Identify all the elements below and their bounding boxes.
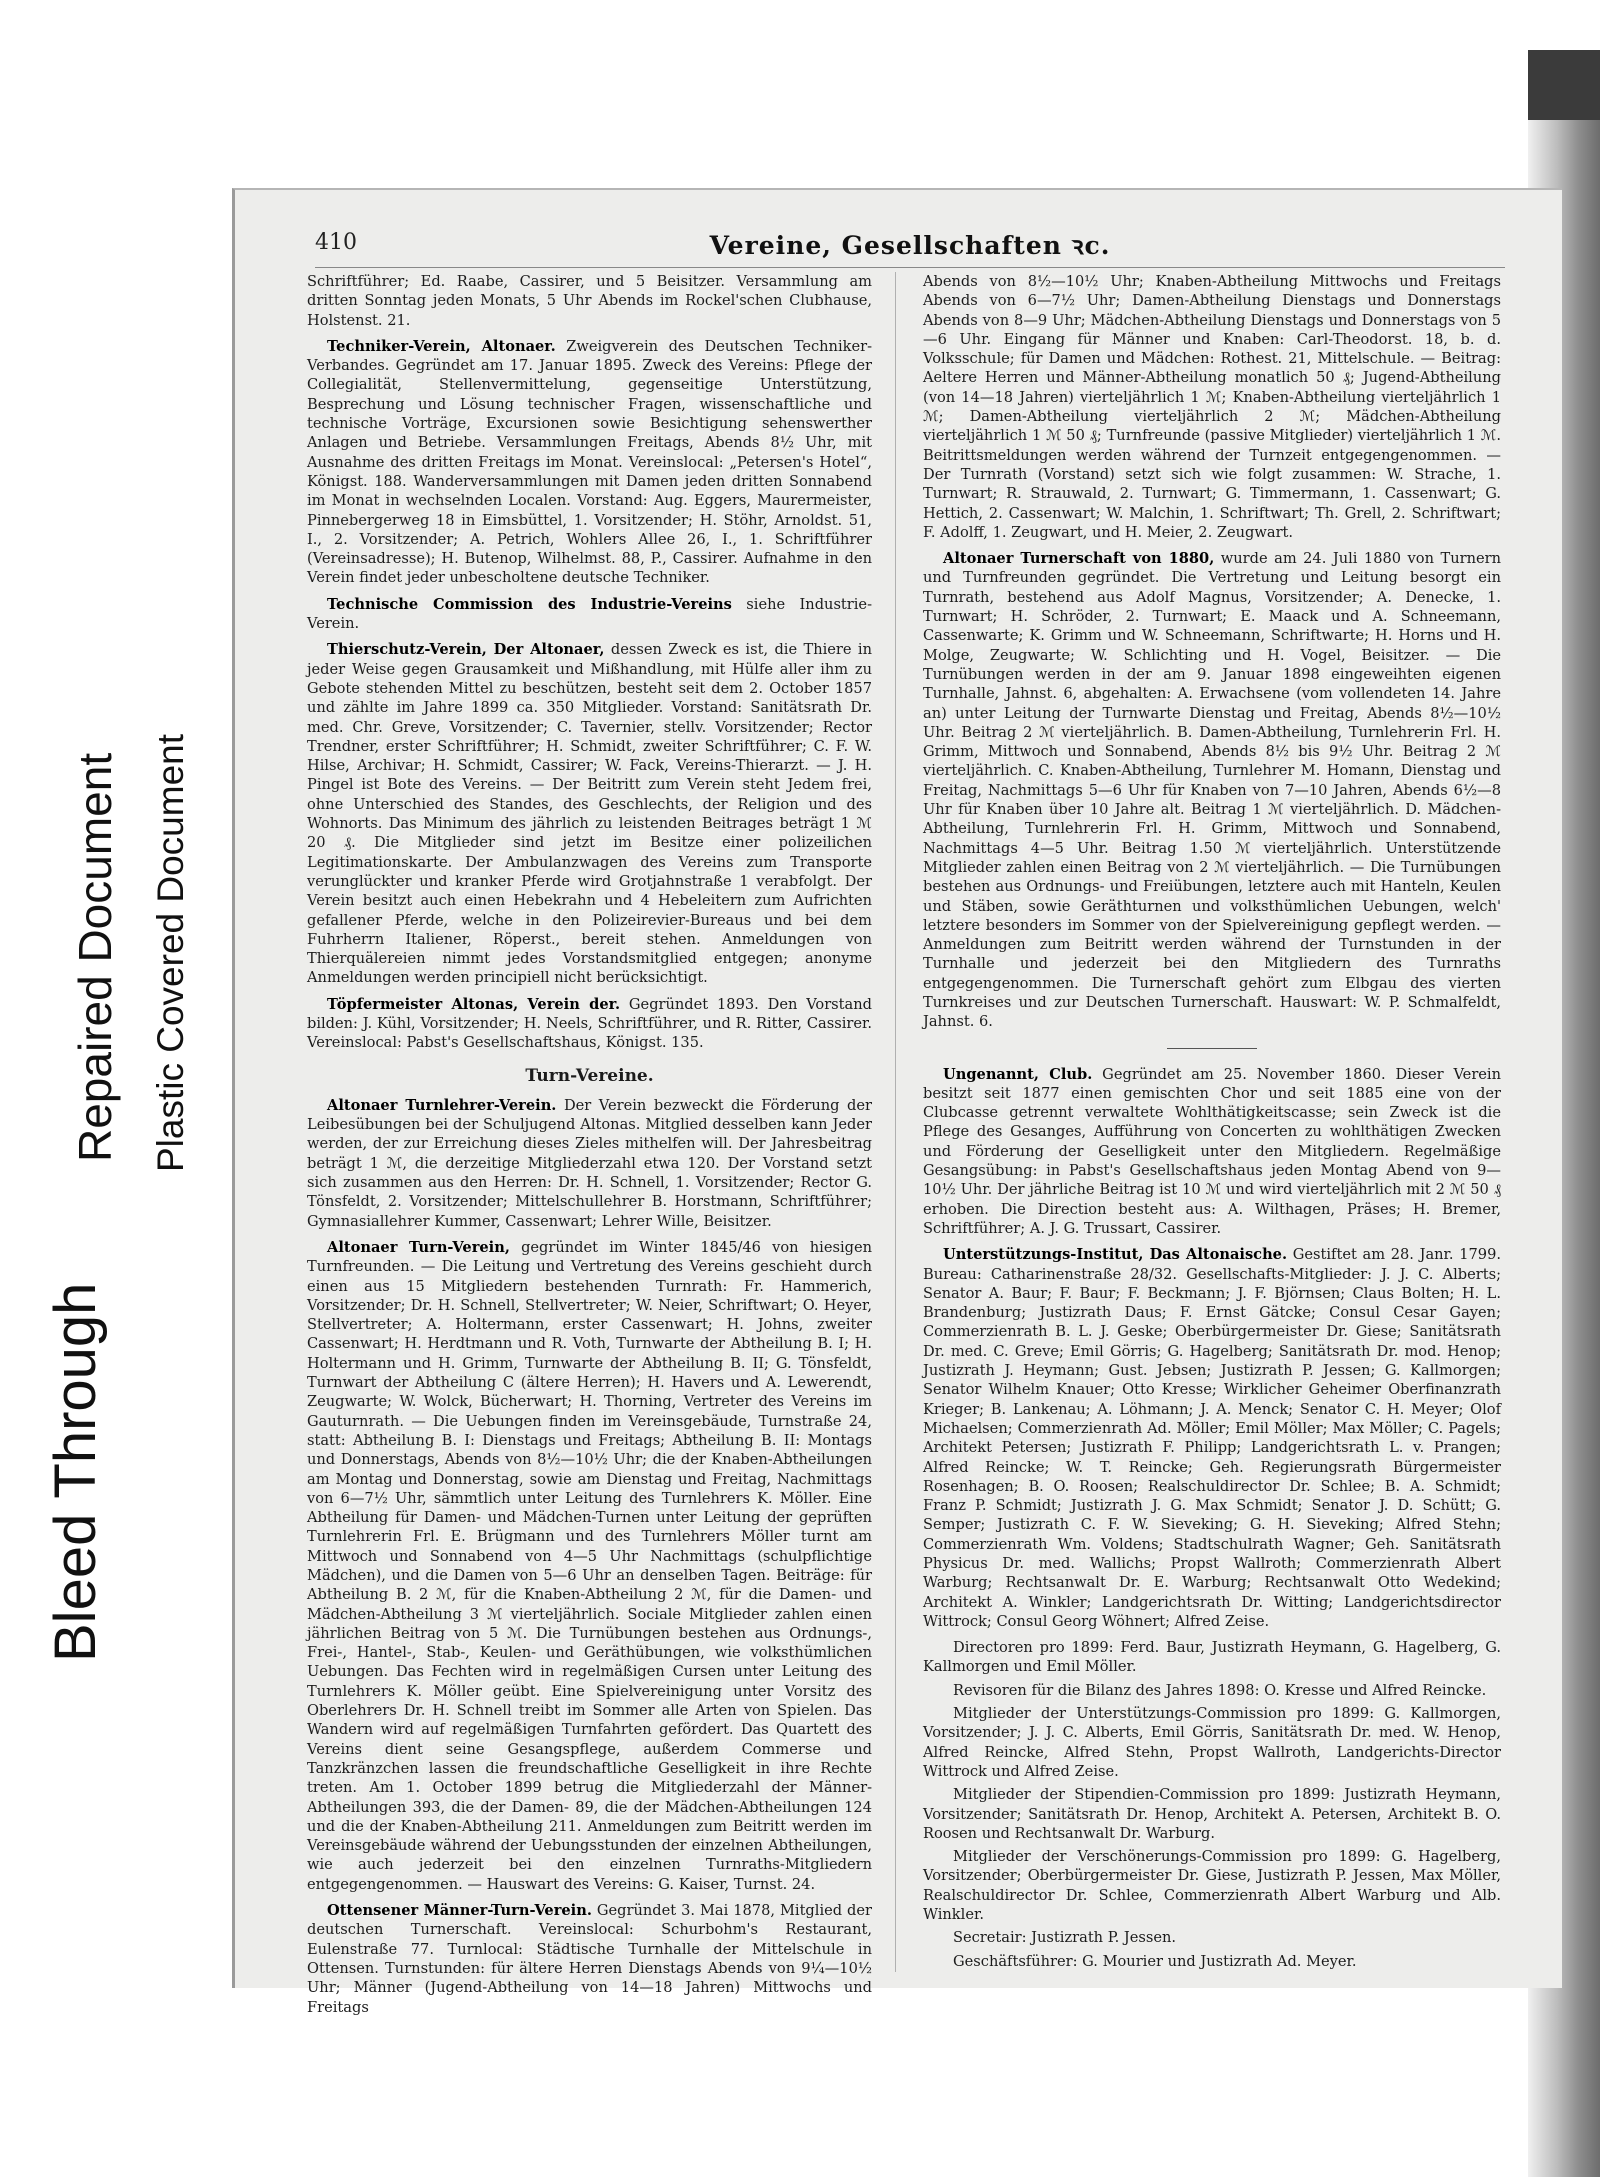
entry-toepfermeister: Töpfermeister Altonas, Verein der. Gegründet 1893. Den Vorstand bilden: J. Kühl, Vorsitzender; H. Neels, Schriftführer, und R. Ritter, Cassirer. Vereinslocal: Pabst's Gesellschaftshaus, Königst. 135. — [307, 995, 872, 1052]
entry-altonaer-turn-verein: Altonaer Turn-Verein, gegründet im Winter 1845/46 von hiesigen Turnfreunden. — Die Leitung und Vertretung des Vereins geschieht durch einen aus 15 Mitgliedern bestehenden Turnrath: Fr. Hammerich, Vorsitzender; Dr. H. Schnell, Stellvertreter; W. Neier, Schriftwart; O. Heyer, Stellvertreter; A. Holtermann, erster Cassenwart; H. Johns, zweiter Cassenwart; H. Herdtmann und R. Voth, Turnwarte der Abtheilung B. I; H. Holtermann und H. Grimm, Turnwarte der Abtheilung B. II; G. Tönsfeldt, Turnwart der Abtheilung C (ältere Herren); H. Havers und A. Lewerendt, Zeugwarte; W. Wolck, Bücherwart; H. Thorning, Vertreter des Vereins im Gauturnrath. — Die Uebungen finden im Vereinsgebäude, Turnstraße 24, statt: Abtheilung B. I: Dienstags und Freitags; Abtheilung B. II: Montags und Donnerstags, Abends von 8½—10½ Uhr; die der Knaben-Abtheilungen am Montag und Donnerstag, sowie am Dienstag und Freitag, Nachmittags von 6—7½ Uhr, sämmtlich unter Leitung des Turnlehrers K. Möller. Eine Abtheilung für Damen- und Mädchen-Turnen unter Leitung der geprüften Turnlehrerin Frl. E. Brügmann und des Turnlehrers Möller turnt am Mittwoch und Sonnabend von 4—5 Uhr Nachmittags (schulpflichtige Mädchen), und die Damen von 5—6 Uhr an denselben Tagen. Beiträge: für Abtheilung B. 2 ℳ, für die Knaben-Abtheilung 2 ℳ, für die Damen- und Mädchen-Abtheilung 3 ℳ vierteljährlich. Sociale Mitglieder zahlen einen jährlichen Beitrag von 5 ℳ. Die Turnübungen bestehen aus Ordnungs-, Frei-, Hantel-, Stab-, Keulen- und Geräthübungen, wie volksthümlichen Uebungen. Das Fechten wird in regelmäßigen Cursen unter Leitung des Turnlehrers K. Möller geübt. Eine Spielvereinigung unter Vorsitz des Oberlehrers Dr. H. Schnell treibt im Sommer alle Arten von Spielen. Das Wandern wird auf regelmäßigen Turnfahrten gefördert. Das Quartett des Vereins dient seine Gesangspflege, außerdem Commerse und Tanzkränzchen lassen die freundschaftliche Geselligkeit in ihre Rechte treten. Am 1. October 1899 betrug die Mitgliederzahl der Männer-Abtheilungen 393, die der Damen- 89, die der Mädchen-Abtheilungen 124 und die der Knaben-Abtheilung 211. Anmeldungen zum Beitritt werden im Vereinsgebäude während der Uebungsstunden der einzelnen Abtheilungen, wie auch jederzeit bei den einzelnen Turnraths-Mitgliedern entgegengenommen. — Hauswart des Vereins: G. Kaiser, Turnst. 24. — [307, 1238, 872, 1893]
entry-title: Techniker-Verein, Altonaer. — [327, 337, 556, 355]
left-column — [307, 272, 872, 2024]
label-bleed-through: Bleed Through — [43, 1282, 108, 1662]
entry-title: Unterstützungs-Institut, Das Altonaische. — [943, 1246, 1288, 1264]
label-plastic-covered-document: Plastic Covered Document — [150, 733, 191, 1172]
secretair: Secretair: Justizrath P. Jessen. — [953, 1929, 1177, 1947]
scan-edge-dark-corner — [1528, 50, 1600, 120]
entry-continuation: Abends von 8½—10½ Uhr; Knaben-Abtheilung Mittwochs und Freitags Abends von 6—7½ Uhr; Damen-Abtheilung Dienstags und Donnerstags Abends von 8—9 Uhr; Mädchen-Abtheilung Dienstags und Donnerstags von 5—6 Uhr. Eingang für Männer und Knaben: Carl-Theodorst. 18, b. d. Volksschule; für Damen und Mädchen: Rothest. 21, Mittelschule. — Beitrag: Aeltere Herren und Männer-Abtheilung monatlich 50 ₰; Jugend-Abtheilung (von 14—18 Jahren) vierteljährlich 1 ℳ; Knaben-Abtheilung vierteljährlich 1 ℳ; Damen-Abtheilung vierteljährlich 2 ℳ; Mädchen-Abtheilung vierteljährlich 1 ℳ 50 ₰; Turnfreunde (passive Mitglieder) vierteljährlich 1 ℳ. Beitrittsmeldungen werden während der Turnzeit entgegengenommen. — Der Turnrath (Vorstand) setzt sich wie folgt zusammen: W. Strache, 1. Turnwart; R. Strauwald, 2. Turnwart; G. Timmermann, 1. Cassenwart; G. Hettich, 2. Cassenwart; W. Malchin, 1. Schriftwart; Th. Grell, 2. Schriftwart; F. Adolff, 1. Zeugwart, und H. Meier, 2. Zeugwart. — [923, 273, 1501, 541]
entry-technische-commission: Technische Commission des Industrie-Vereins siehe Industrie-Verein. — [307, 595, 873, 633]
section-heading-turn-vereine: Turn-Vereine. — [525, 1065, 654, 1086]
separator-rule — [1167, 1048, 1257, 1049]
entry-title: Ungenannt, Club. — [943, 1065, 1093, 1083]
entry-thierschutz-verein: Thierschutz-Verein, Der Altonaer, dessen Zweck es ist, die Thiere in jeder Weise gegen Grausamkeit und Mißhandlung, mit Hülfe aller ihm zu Gebote stehenden Mittel zu beschützen, besteht seit dem 2. October 1857 und zählte im Jahre 1899 ca. 350 Mitglieder. Vorstand: Sanitätsrath Dr. med. Chr. Greve, Vorsitzender; C. Tavernier, stellv. Vorsitzender; Rector Trendner, erster Schriftführer; H. Schmidt, zweiter Schriftführer; C. F. W. Hilse, Archivar; H. Schmidt, Cassirer; W. Fack, Vereins-Thierarzt. — J. H. Pingel ist Bote des Vereins. — Der Beitritt zum Verein steht Jedem frei, ohne Unterschied des Standes, des Geschlechts, der Religion und des Wohnorts. Das Minimum des jährlich zu leistenden Beitrages beträgt 1 ℳ 20 ₰. Die Mitglieder sind jetzt im Besitze einer polizeilichen Legitimationskarte. Der Ambulanzwagen des Vereins zum Transporte verunglückter und kranker Pferde wird Grotjahnstraße 1 verabfolgt. Der Verein besitzt auch einen Hebekrahn und 4 Hebeleitern zum Aufrichten gefallener Pferde, welche in den Polizeirevier-Bureaus und bei dem Fuhrherrn Italiener, Röperst., bereit stehen. Anmeldungen von Thierquälereien nimmt jedes Vorstandsmitglied entgegen; anonyme Anmeldungen werden principiell nicht berücksichtigt. — [307, 641, 872, 987]
entry-title: Ottensener Männer-Turn-Verein. — [327, 1902, 592, 1920]
revisoren: Revisoren für die Bilanz des Jahres 1898: O. Kresse und Alfred Reincke. — [953, 1681, 1487, 1699]
page-header — [315, 230, 1505, 266]
entry-title: Altonaer Turnlehrer-Verein. — [327, 1096, 557, 1114]
entry-unterstuetzungs-institut: Unterstützungs-Institut, Das Altonaische. Gestiftet am 28. Janr. 1799. Bureau: Catharinenstraße 28/32. Gesellschafts-Mitglieder: J. J. C. Alberts; Senator A. Baur; F. Baur; F. Beckmann; J. F. Björnsen; Claus Bolten; H. L. Brandenburg; Justizrath Daus; F. Ernst Gätcke; Consul Cesar Gayen; Commerzienrath B. L. J. Geske; Oberbürgermeister Dr. Giese; Sanitätsrath Dr. med. C. Greve; Emil Görris; G. Hagelberg; Sanitätsrath Dr. mod. Henop; Justizrath J. Heymann; Gust. Jebsen; Justizrath P. Jessen; G. Kallmorgen; Senator Wilhelm Knauer; Otto Kresse; Wirklicher Geheimer Oberfinanzrath Krieger; B. Lankenau; A. Löhmann; J. A. Menck; Senator C. H. Meyer; Olof Michaelsen; Commerzienrath Ad. Möller; Emil Möller; Max Möller; C. Pagels; Architekt Petersen; Justizrath F. Philipp; Landgerichtsrath L. v. Prangen; Alfred Reincke; W. T. Reincke; Geh. Regierungsrath Bürgermeister Rosenhagen; B. O. Roosen; Realschuldirector Dr. Schlee; B. A. Schmidt; Franz P. Schmidt; Justizrath J. G. Max Schmidt; Senator J. D. Schütt; G. Semper; Justizrath C. F. W. Sieveking; G. H. Sieveking; Alfred Stehn; Commerzienrath Wm. Voldens; Stadtschulrath Wagner; Geh. Sanitätsrath Physicus Dr. med. Wallichs; Propst Wallroth; Commerzienrath Albert Warburg; Rechtsanwalt Dr. E. Warburg; Rechtsanwalt Otto Wedekind; Architekt A. Winkler; Landgerichtsrath Dr. Witting; Landgerichtsdirector Wittrock; Consul Georg Wöhnert; Alfred Zeise. — [923, 1246, 1502, 1630]
verschoenerungs-commission: Mitglieder der Verschönerungs-Commission pro 1899: G. Hagelberg, Vorsitzender; Oberbürgermeister Dr. Giese, Justizrath P. Jessen, Max Möller, Realschuldirector Dr. Schlee, Commerzienrath Albert Warburg und Alb. Winkler. — [923, 1848, 1501, 1924]
geschaeftsfuehrer: Geschäftsführer: G. Mourier und Justizrath Ad. Meyer. — [953, 1952, 1357, 1970]
entry-continuation: Schriftführer; Ed. Raabe, Cassirer, und 5 Beisitzer. Versammlung am dritten Sonntag jeden Monats, 5 Uhr Abends im Rockel'schen Clubhause, Holstenst. 21. — [307, 273, 872, 329]
entry-techniker-verein: Techniker-Verein, Altonaer. Zweigverein des Deutschen Techniker-Verbandes. Gegründet am 17. Januar 1895. Zweck des Vereins: Pflege der Collegialität, Stellenvermittelung, gegenseitige Unterstützung, Besprechung und Lösung technischer Fragen, wissenschaftliche und technische Vorträge, Excursionen sowie Besichtigung sehenswerther Anlagen und Betriebe. Versammlungen Freitags, Abends 8½ Uhr, mit Ausnahme des dritten Freitags im Monat. Vereinslocal: „Petersen's Hotel“, Königst. 188. Wanderversammlungen mit Damen jeden dritten Sonnabend im Monat in wechselnden Localen. Vorstand: Aug. Eggers, Maurermeister, Pinnebergerweg 18 in Eimsbüttel, 1. Vorsitzender; H. Stöhr, Arnoldst. 51, I., 2. Vorsitzender; A. Petrich, Wohlers Allee 26, I., 1. Schriftführer (Vereinsadresse); H. Butenop, Wilhelmst. 88, P., Cassirer. Aufnahme in den Verein findet jeder unbescholtene deutsche Techniker. — [307, 337, 872, 587]
stipendien-commission: Mitglieder der Stipendien-Commission pro 1899: Justizrath Heymann, Vorsitzender; Sanitätsrath Dr. Henop, Architekt A. Petersen, Architekt B. O. Roosen und Rechtsanwalt Dr. Warburg. — [923, 1786, 1501, 1842]
entry-title: Altonaer Turnerschaft von 1880, — [943, 550, 1215, 568]
entry-turnerschaft-1880: Altonaer Turnerschaft von 1880, wurde am 24. Juli 1880 von Turnern und Turnfreunden gegründet. Die Vertretung und Leitung besorgt ein Turnrath, bestehend aus Adolf Magnus, Vorsitzender; A. Denecke, 1. Turnwart; H. Schröder, 2. Turnwart; E. Maack und A. Schneemann, Cassenwarte; K. Grimm und W. Schneemann, Schriftwarte; H. Horns und H. Molge, Zeugwarte; W. Schlichting und H. Vogel, Beisitzer. — Die Turnübungen werden in der am 9. Januar 1898 eingeweihten eigenen Turnhalle, Jahnst. 6, abgehalten: A. Erwachsene (vom vollendeten 14. Jahre an) unter Leitung der Turnwarte Dienstag und Freitag, Abends 8½—10½ Uhr. Beitrag 2 ℳ vierteljährlich. B. Damen-Abtheilung, Turnlehrerin Frl. H. Grimm, Mittwoch und Sonnabend, Abends 8½ bis 9½ Uhr. Beitrag 2 ℳ vierteljährlich. C. Knaben-Abtheilung, Turnlehrer M. Homann, Dienstag und Freitag, Nachmittags 5—6 Uhr für Knaben von 7—10 Jahren, Abends 6½—8 Uhr für Knaben über 10 Jahre alt. Beitrag 1 ℳ vierteljährlich. D. Mädchen-Abtheilung, Turnlehrerin Frl. H. Grimm, Mittwoch und Sonnabend, Nachmittags 4—5 Uhr. Beitrag 1.50 ℳ vierteljährlich. Unterstützende Mitglieder zahlen einen Beitrag von 2 ℳ vierteljährlich. — Die Turnübungen bestehen aus Ordnungs- und Freiübungen, letztere auch mit Hanteln, Keulen und Stäben, sowie Geräthturnen und volksthümlichen Uebungen, welch' letztere besonders im Sommer von der Spielvereinigung gepflegt werden. — Anmeldungen zum Beitritt werden während der Turnstunden in der Turnhalle und jederzeit bei den Mitgliedern des Turnraths entgegengenommen. Die Turnerschaft gehört zum Elbgau des vierten Turnkreises und zur Deutschen Turnerschaft. Hauswart: W. P. Schmalfeldt, Jahnst. 6. — [923, 550, 1501, 1031]
unterstuetzungs-commission: Mitglieder der Unterstützungs-Commission pro 1899: G. Kallmorgen, Vorsitzender; J. J. C. Alberts, Emil Görris, Sanitätsrath Dr. med. W. Henop, Alfred Reincke, Alfred Stehn, Propst Wallroth, Landgerichts-Director Wittrock und Alfred Zeise. — [923, 1705, 1501, 1780]
entry-title: Töpfermeister Altonas, Verein der. — [327, 995, 621, 1013]
entry-title: Technische Commission des Industrie-Vereins — [327, 595, 732, 613]
label-repaired-document: Repaired Document — [69, 752, 121, 1162]
page-number: 410 — [315, 230, 357, 255]
entry-title: Altonaer Turn-Verein, — [327, 1238, 510, 1256]
document-page — [232, 188, 1562, 2016]
running-head: Vereine, Gesellschaften ꝛc. — [709, 231, 1111, 260]
column-divider — [895, 272, 896, 1972]
entry-ottensener-maenner-turn-verein: Ottensener Männer-Turn-Verein. Gegründet 3. Mai 1878, Mitglied der deutschen Turnerschaft. Vereinslocal: Schurbohm's Restaurant, Eulenstraße 77. Turnlocal: Städtische Turnhalle der Mittelschule in Ottensen. Turnstunden: für ältere Herren Dienstags Abends von 9¼—10½ Uhr; Männer (Jugend-Abtheilung von 14—18 Jahren) Mittwochs und Freitags — [307, 1902, 872, 2016]
entry-turnlehrer-verein: Altonaer Turnlehrer-Verein. Der Verein bezweckt die Förderung der Leibesübungen bei der Schuljugend Altonas. Mitglied desselben kann Jeder werden, der zur Erreichung dieses Zieles mithelfen will. Der Jahresbeitrag beträgt 1 ℳ, die derzeitige Mitgliederzahl etwa 120. Der Vorstand setzt sich zusammen aus den Herren: Dr. H. Schnell, 1. Vorsitzender; Rector G. Tönsfeldt, 2. Vorsitzender; Mittelschullehrer B. Horstmann, Schriftführer; Gymnasiallehrer Kummer, Cassenwart; Lehrer Wille, Beisitzer. — [307, 1096, 873, 1230]
header-rule — [315, 267, 1505, 268]
entry-ungenannt-club: Ungenannt, Club. Gegründet am 25. November 1860. Dieser Verein besitzt seit 1877 einen gemischten Chor und seit 1885 eine von der Clubcasse getrennt verwaltete Wohlthätigkeitscasse; sein Zweck ist die Pflege des Gesanges, Aufführung von Concerten zu wohlthätigen Zwecken und Förderung der Geselligkeit unter den Mitgliedern. Regelmäßige Gesangsübung: in Pabst's Gesellschaftshaus jeden Montag Abend von 9—10½ Uhr. Der jährliche Beitrag ist 10 ℳ und wird vierteljährlich mit 2 ℳ 50 ₰ erhoben. Die Direction besteht aus: A. Wilthagen, Präses; H. Bremer, Schriftführer; A. J. G. Trussart, Cassirer. — [923, 1065, 1502, 1237]
right-column — [923, 272, 1501, 1975]
entry-title: Thierschutz-Verein, Der Altonaer, — [327, 641, 605, 659]
directoren: Directoren pro 1899: Ferd. Baur, Justizrath Heymann, G. Hagelberg, G. Kallmorgen und Emil Möller. — [923, 1639, 1501, 1676]
